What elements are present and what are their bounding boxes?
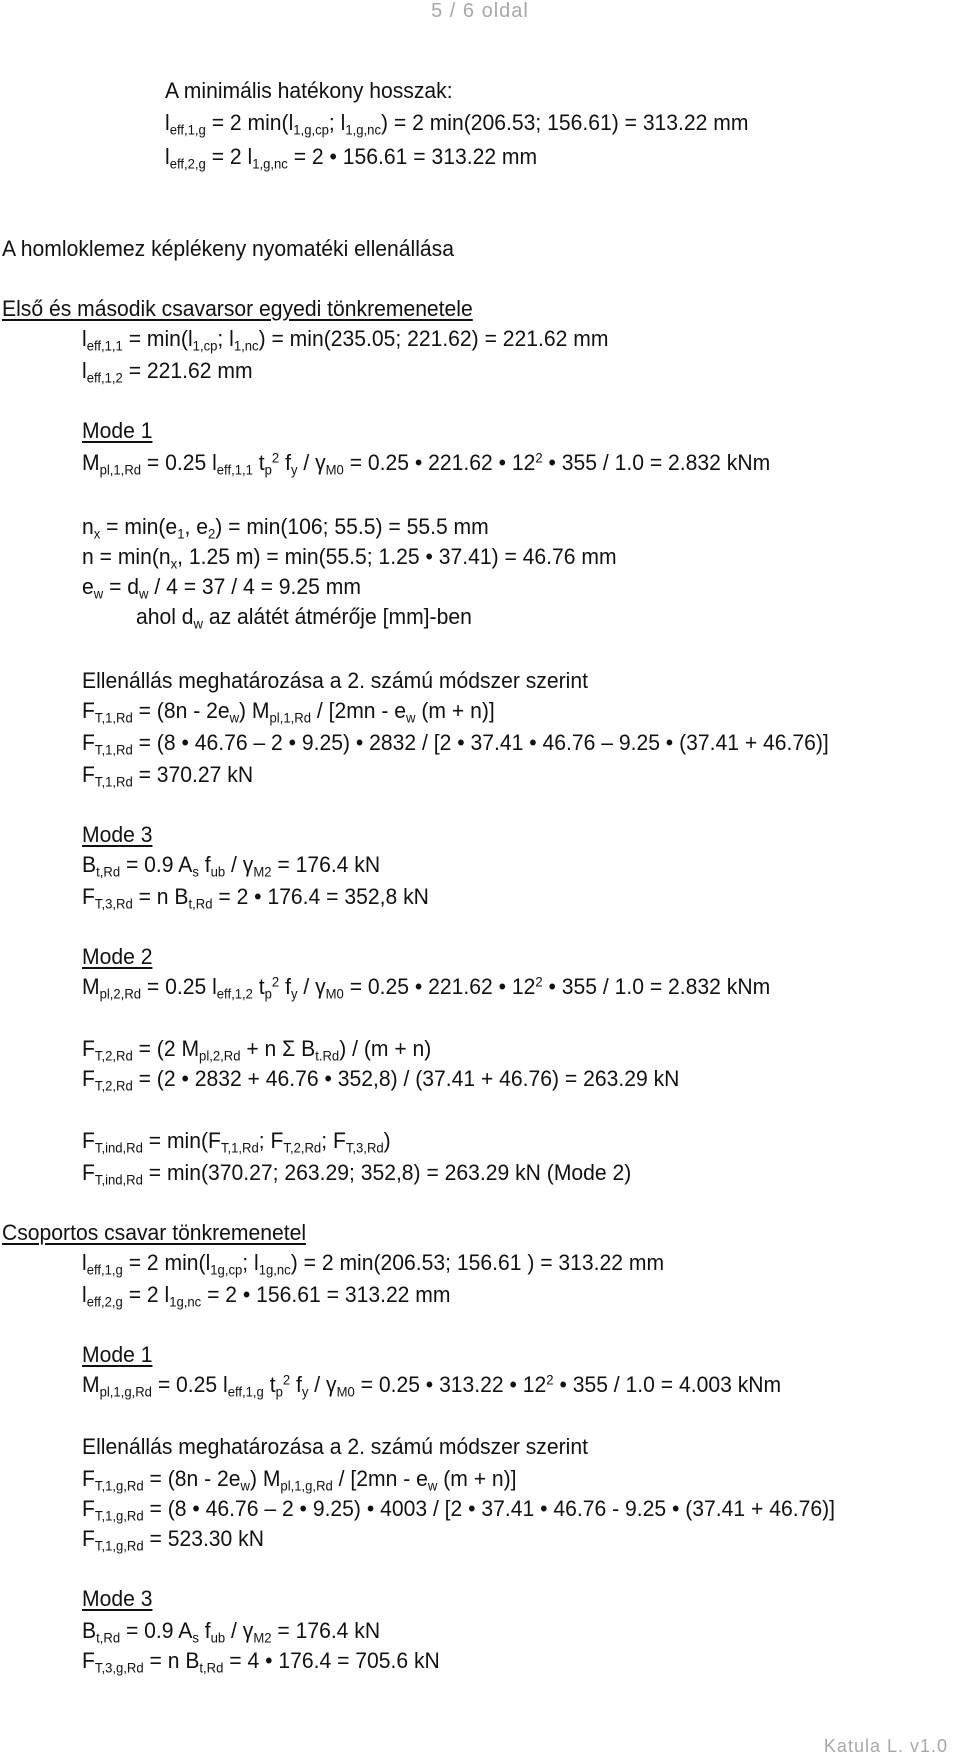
text-run: = d — [103, 574, 140, 599]
text-run: l — [82, 326, 87, 351]
subscript: y — [301, 1384, 309, 1400]
subscript: s — [192, 1630, 199, 1646]
subscript: pl,1,g,Rd — [280, 1478, 333, 1494]
formula-line — [82, 698, 495, 726]
subscript: T,1,g,Rd — [94, 1538, 144, 1554]
subscript: eff,2,g — [169, 156, 206, 172]
subscript: pl,2,Rd — [199, 1048, 241, 1064]
superscript: 2 — [271, 974, 280, 990]
subscript: x — [93, 526, 101, 542]
subscript: M0 — [336, 1384, 355, 1400]
formula-line — [82, 358, 253, 386]
result-line — [82, 762, 254, 790]
mode-heading — [82, 1344, 152, 1366]
subscript: T,ind,Rd — [94, 1172, 143, 1188]
formula-line — [82, 544, 617, 572]
mode-heading — [82, 824, 152, 846]
text-run: = min(F — [142, 1128, 221, 1153]
text-run: F — [82, 1526, 95, 1551]
text-run: A homloklemez képlékeny nyomatéki ellenállása — [2, 236, 454, 261]
text-run: = min(e — [100, 514, 178, 539]
subscript: T,1,Rd — [220, 1140, 259, 1156]
subscript: ub — [210, 1630, 226, 1646]
text-line — [82, 670, 588, 692]
text-run: F — [82, 884, 95, 909]
subscript: T,3,Rd — [345, 1140, 384, 1156]
subscript: pl,2,Rd — [99, 986, 142, 1002]
subscript: 1g,cp — [210, 1262, 243, 1278]
text-run: = 2 l — [122, 1282, 170, 1307]
text-run: = 0.25 l — [141, 974, 217, 999]
text-run: , e — [184, 514, 208, 539]
subscript: eff,1,2 — [86, 370, 123, 386]
text-run: M — [82, 450, 100, 475]
subscript: pl,1,g,Rd — [99, 1384, 152, 1400]
text-run: t — [252, 450, 265, 475]
text-run: / γ — [225, 852, 254, 877]
subscript: w — [193, 616, 204, 632]
text-run: az alátét átmérője [mm]-ben — [203, 604, 472, 629]
subscript: y — [290, 986, 298, 1002]
text-run: F — [82, 1648, 95, 1673]
subscript: T,3,g,Rd — [94, 1660, 144, 1676]
text-run: F — [82, 1466, 95, 1491]
text-run: ; F — [321, 1128, 346, 1153]
subscript: y — [290, 462, 298, 478]
text-run: f — [279, 450, 291, 475]
text-run: Mode 3 — [82, 822, 153, 847]
subscript: T,2,Rd — [94, 1048, 133, 1064]
formula-line — [82, 1618, 381, 1646]
text-run: Ellenállás meghatározása a 2. számú módszer szerint — [82, 668, 588, 693]
subscript: 1,nc — [233, 338, 259, 354]
text-run: • 355 / 1.0 = 2.832 kNm — [542, 974, 771, 999]
text-run: = 0.25 l — [141, 450, 217, 475]
text-run: ; l — [328, 110, 346, 135]
subscript: T,3,Rd — [94, 896, 133, 912]
text-run: = 523.30 kN — [143, 1526, 264, 1551]
text-run: Mode 1 — [82, 1342, 153, 1367]
formula-line — [82, 1496, 835, 1524]
subscript: T,1,g,Rd — [94, 1478, 144, 1494]
text-run: ) = 2 min(206.53; 156.61) = 313.22 mm — [381, 110, 749, 135]
subscript: M0 — [325, 986, 344, 1002]
text-run: = (8 • 46.76 – 2 • 9.25) • 2832 / [2 • 37.41 • 46.76 – 9.25 • (37.41 + 46.76)] — [132, 730, 829, 755]
formula-line — [82, 1250, 665, 1278]
text-run: e — [82, 574, 94, 599]
text-run: / [2mn - e — [332, 1466, 428, 1491]
text-run: = 176.4 kN — [271, 1618, 381, 1643]
subscript: eff,1,g — [169, 122, 206, 138]
subsection-heading — [2, 298, 473, 320]
formula-line — [82, 514, 489, 542]
mode-heading — [82, 946, 152, 968]
formula-line — [82, 852, 381, 880]
text-run: ; l — [242, 1250, 259, 1275]
subscript: s — [192, 864, 199, 880]
text-run: F — [82, 1036, 95, 1061]
subscript: eff,1,1 — [86, 338, 123, 354]
text-run: A minimális hatékony hosszak: — [165, 78, 453, 103]
text-run: B — [82, 1618, 97, 1643]
result-line — [82, 1066, 680, 1094]
subscript: 1,g,nc — [345, 122, 381, 138]
text-run: = 2 l — [205, 144, 253, 169]
subscript: T,1,Rd — [94, 774, 133, 790]
subscript: T,2,Rd — [94, 1078, 133, 1094]
text-run: l — [82, 1282, 87, 1307]
subscript: M0 — [325, 462, 344, 478]
result-line — [82, 1648, 440, 1676]
subscript: 1,g,cp — [293, 122, 329, 138]
watermark: Katula L. v1.0 — [823, 1736, 948, 1756]
text-run: F — [82, 762, 95, 787]
text-run: = 2 • 176.4 = 352,8 kN — [212, 884, 429, 909]
text-run: = (2 • 2832 + 46.76 • 352,8) / (37.41 + 46.76) = 263.29 kN — [132, 1066, 680, 1091]
subscript: w — [93, 586, 104, 602]
text-run: t — [263, 1372, 276, 1397]
subscript: T,2,Rd — [283, 1140, 322, 1156]
text-run: ) M — [249, 1466, 281, 1491]
text-run: Ellenállás meghatározása a 2. számú módszer szerint — [82, 1434, 588, 1459]
text-run: = (8 • 46.76 – 2 • 9.25) • 4003 / [2 • 37.41 • 46.76 - 9.25 • (37.41 + 46.76)] — [143, 1496, 835, 1521]
text-run: (m + n)] — [437, 1466, 517, 1491]
subsection-heading — [2, 1222, 306, 1244]
text-run: = 2 min(l — [122, 1250, 211, 1275]
text-run: ) = 2 min(206.53; 156.61 ) = 313.22 mm — [290, 1250, 665, 1275]
text-run: l — [165, 110, 170, 135]
formula-line — [82, 1282, 451, 1310]
text-run: / 4 = 37 / 4 = 9.25 mm — [148, 574, 361, 599]
formula-line — [82, 1372, 782, 1400]
subscript: p — [264, 986, 272, 1002]
subscript: t,Rd — [96, 1630, 121, 1646]
subscript: eff,1,g — [227, 1384, 264, 1400]
text-run: n = min(n — [82, 544, 171, 569]
subscript: T,ind,Rd — [94, 1140, 143, 1156]
subscript: eff,1,g — [86, 1262, 123, 1278]
text-run: = 2 min(l — [205, 110, 294, 135]
text-run: ) = min(106; 55.5) = 55.5 mm — [215, 514, 489, 539]
text-run: F — [82, 1496, 95, 1521]
text-run: f — [198, 1618, 211, 1643]
superscript: 2 — [282, 1372, 291, 1388]
text-run: = 2 • 156.61 = 313.22 mm — [201, 1282, 451, 1307]
subscript: eff,1,1 — [216, 462, 253, 478]
text-run: B — [82, 852, 97, 877]
note-line — [136, 604, 472, 632]
result-line — [82, 1526, 264, 1554]
text-run: l — [82, 1250, 87, 1275]
text-run: = (8n - 2e — [132, 698, 230, 723]
text-run: F — [82, 1160, 95, 1185]
subscript: M2 — [253, 864, 272, 880]
text-run: Csoportos csavar tönkremenetel — [2, 1220, 307, 1245]
text-run: l — [82, 358, 87, 383]
formula-line — [165, 110, 749, 138]
subscript: x — [170, 556, 178, 572]
text-run: M — [82, 1372, 100, 1397]
text-run: l — [165, 144, 170, 169]
text-line — [165, 80, 453, 102]
text-run: = 0.9 A — [120, 1618, 193, 1643]
subscript: pl,1,Rd — [269, 710, 311, 726]
subscript: 1g,nc — [169, 1294, 202, 1310]
subscript: ub — [210, 864, 226, 880]
text-run: n — [82, 514, 94, 539]
result-line — [82, 884, 429, 912]
text-run: Mode 1 — [82, 418, 153, 443]
subscript: M2 — [253, 1630, 272, 1646]
text-run: / γ — [297, 450, 326, 475]
text-run: = 176.4 kN — [271, 852, 381, 877]
text-run: = 0.25 l — [151, 1372, 228, 1397]
text-run: = 0.25 • 313.22 • 12 — [354, 1372, 547, 1397]
text-run: • 355 / 1.0 = 2.832 kNm — [542, 450, 771, 475]
subscript: 1g,nc — [258, 1262, 291, 1278]
text-run: F — [82, 1128, 95, 1153]
text-run: = 370.27 kN — [132, 762, 254, 787]
page-indicator: 5 / 6 oldal — [431, 0, 529, 22]
result-line — [82, 1160, 632, 1188]
text-run: / γ — [308, 1372, 337, 1397]
formula-line — [165, 144, 538, 172]
formula-line — [82, 730, 829, 758]
text-run: Mode 2 — [82, 944, 153, 969]
text-run: F — [82, 730, 95, 755]
text-run: f — [279, 974, 291, 999]
subscript: pl,1,Rd — [99, 462, 142, 478]
superscript: 2 — [535, 974, 543, 990]
subscript: 1,cp — [192, 338, 218, 354]
text-run: = n B — [143, 1648, 200, 1673]
text-run: F — [82, 698, 95, 723]
text-run: M — [82, 974, 100, 999]
subscript: t,Rd — [188, 896, 213, 912]
subscript: w — [229, 710, 240, 726]
text-run: = 0.25 • 221.62 • 12 — [343, 974, 536, 999]
subscript: t.Rd — [315, 1048, 340, 1064]
formula-line — [82, 974, 771, 1002]
text-run: • 355 / 1.0 = 4.003 kNm — [553, 1372, 782, 1397]
subscript: T,1,Rd — [94, 742, 133, 758]
text-run: Mode 3 — [82, 1586, 153, 1611]
mode-heading — [82, 420, 152, 442]
text-run: = min(370.27; 263.29; 352,8) = 263.29 kN (Mode 2) — [142, 1160, 632, 1185]
text-run: Első és második csavarsor egyedi tönkremenetele — [2, 296, 473, 321]
text-run: ; l — [217, 326, 234, 351]
subscript: t,Rd — [96, 864, 121, 880]
text-run: ; F — [258, 1128, 284, 1153]
subscript: eff,2,g — [86, 1294, 123, 1310]
text-run: = (8n - 2e — [143, 1466, 241, 1491]
text-run: f — [290, 1372, 302, 1397]
text-run: F — [82, 1066, 95, 1091]
text-run: , 1.25 m) = min(55.5; 1.25 • 37.41) = 46.76 mm — [177, 544, 617, 569]
text-run: ) / (m + n) — [339, 1036, 432, 1061]
text-run: t — [252, 974, 265, 999]
text-run: = 221.62 mm — [122, 358, 253, 383]
subscript: w — [240, 1478, 250, 1494]
subscript: w — [406, 710, 416, 726]
text-line — [82, 1436, 588, 1458]
text-run: = 2 • 156.61 = 313.22 mm — [287, 144, 538, 169]
subscript: w — [139, 586, 149, 602]
text-run: f — [198, 852, 211, 877]
subscript: w — [427, 1478, 438, 1494]
text-run: ) = min(235.05; 221.62) = 221.62 mm — [258, 326, 609, 351]
superscript: 2 — [546, 1372, 554, 1388]
formula-line — [82, 1466, 517, 1494]
text-run: = n B — [132, 884, 189, 909]
subscript: 1,g,nc — [252, 156, 288, 172]
formula-line — [82, 574, 361, 602]
text-run: = (2 M — [132, 1036, 200, 1061]
text-run: ) M — [239, 698, 270, 723]
subscript: t,Rd — [199, 1660, 224, 1676]
text-run: (m + n)] — [415, 698, 495, 723]
subscript: 1 — [177, 526, 185, 542]
superscript: 2 — [535, 450, 543, 466]
subscript: p — [275, 1384, 283, 1400]
subscript: p — [264, 462, 272, 478]
text-run: = 0.25 • 221.62 • 12 — [343, 450, 536, 475]
subscript: eff,1,2 — [216, 986, 253, 1002]
text-run: / γ — [225, 1618, 254, 1643]
formula-line — [82, 450, 771, 478]
formula-line — [82, 1128, 391, 1156]
text-run: = min(l — [122, 326, 193, 351]
subscript: T,1,g,Rd — [94, 1508, 144, 1524]
mode-heading — [82, 1588, 152, 1610]
text-run: / [2mn - e — [310, 698, 407, 723]
text-run: + n Σ B — [240, 1036, 316, 1061]
formula-line — [82, 326, 609, 354]
text-run: ) — [383, 1128, 391, 1153]
text-run: / γ — [297, 974, 326, 999]
formula-line — [82, 1036, 432, 1064]
subscript: T,1,Rd — [94, 710, 133, 726]
section-heading — [2, 238, 454, 260]
subscript: 2 — [207, 526, 216, 542]
text-run: = 4 • 176.4 = 705.6 kN — [223, 1648, 440, 1673]
text-run: ahol d — [136, 604, 194, 629]
text-run: = 0.9 A — [120, 852, 193, 877]
superscript: 2 — [271, 450, 280, 466]
